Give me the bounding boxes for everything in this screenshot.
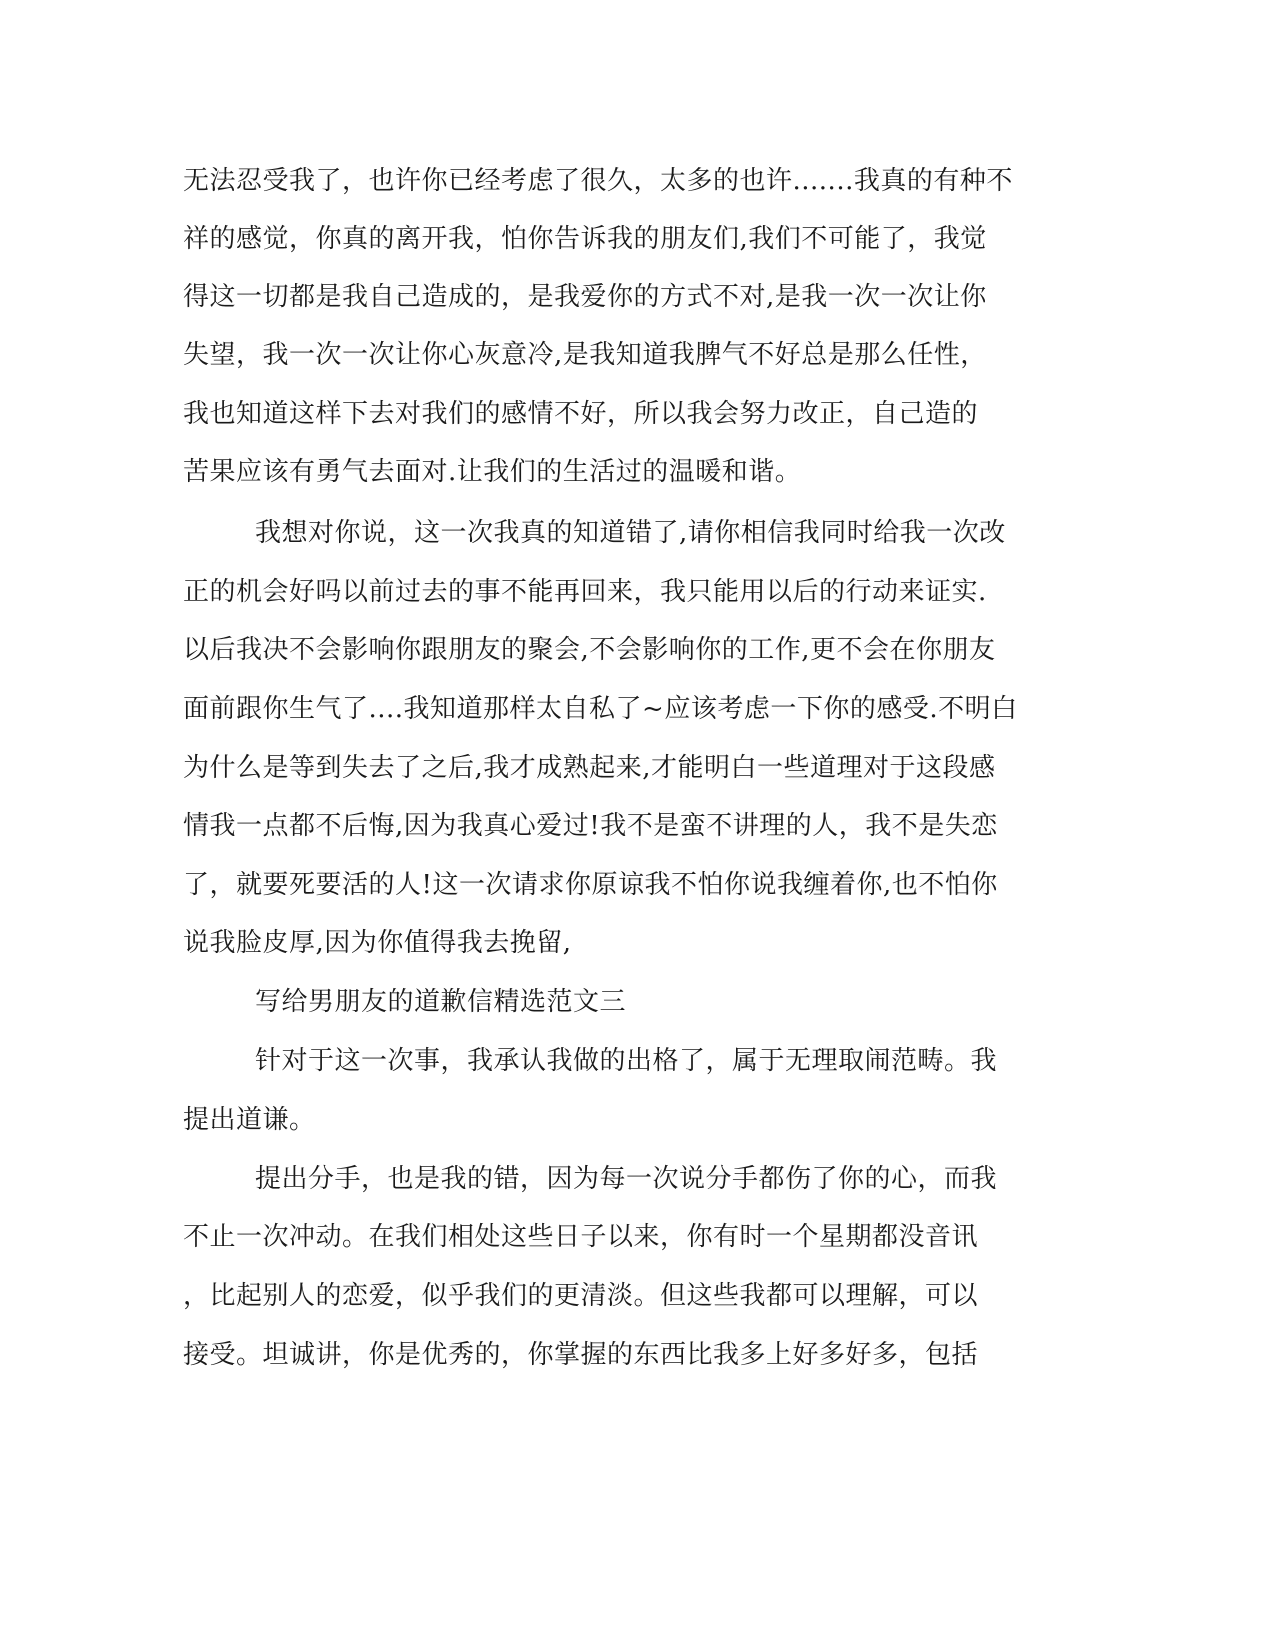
text-line: 苦果应该有勇气去面对.让我们的生活过的温暖和谐。: [183, 457, 802, 487]
section-heading: 写给男朋友的道歉信精选范文三: [255, 987, 627, 1017]
text-line: 正的机会好吗以前过去的事不能再回来，我只能用以后的行动来证实.: [183, 577, 987, 607]
text-line: 我想对你说，这一次我真的知道错了,请你相信我同时给我一次改: [255, 518, 1006, 548]
text-line: 面前跟你生气了....我知道那样太自私了~应该考虑一下你的感受.不明白: [183, 694, 1018, 724]
text-line: ，比起别人的恋爱，似乎我们的更清淡。但这些我都可以理解，可以: [183, 1281, 979, 1311]
text-line: 失望，我一次一次让你心灰意冷,是我知道我脾气不好总是那么任性，: [183, 340, 987, 370]
text-line: 得这一切都是我自己造成的，是我爱你的方式不对,是我一次一次让你: [183, 282, 987, 312]
text-line: 祥的感觉，你真的离开我，怕你告诉我的朋友们,我们不可能了，我觉: [183, 224, 987, 254]
text-line: 为什么是等到失去了之后,我才成熟起来,才能明白一些道理对于这段感: [183, 753, 996, 783]
text-line: 接受。坦诚讲，你是优秀的，你掌握的东西比我多上好多好多，包括: [183, 1340, 979, 1370]
text-line: 以后我决不会影响你跟朋友的聚会,不会影响你的工作,更不会在你朋友: [183, 635, 996, 665]
text-line: 我也知道这样下去对我们的感情不好，所以我会努力改正，自己造的: [183, 399, 979, 429]
text-line: 无法忍受我了，也许你已经考虑了很久，太多的也许.......我真的有种不: [183, 166, 1013, 196]
text-line: 不止一次冲动。在我们相处这些日子以来，你有时一个星期都没音讯: [183, 1222, 979, 1252]
text-line: 说我脸皮厚,因为你值得我去挽留,: [183, 928, 572, 958]
text-line: 提出道谦。: [183, 1105, 316, 1135]
text-line: 情我一点都不后悔,因为我真心爱过!我不是蛮不讲理的人，我不是失恋: [183, 811, 998, 841]
text-line: 针对于这一次事，我承认我做的出格了，属于无理取闹范畴。我: [255, 1046, 998, 1076]
text-line: 提出分手，也是我的错，因为每一次说分手都伤了你的心，而我: [255, 1164, 998, 1194]
text-line: 了，就要死要活的人!这一次请求你原谅我不怕你说我缠着你,也不怕你: [183, 870, 998, 900]
